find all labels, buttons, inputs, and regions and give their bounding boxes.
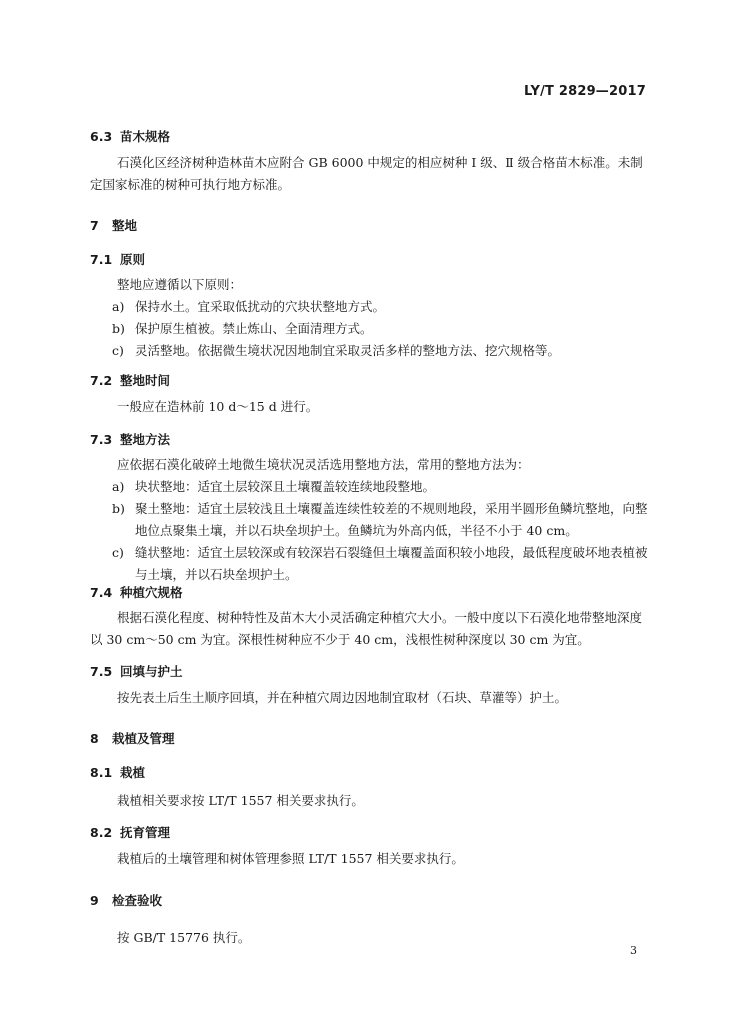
section-7-4-paragraph: 根据石漠化程度、树种特性及苗木大小灵活确定种植穴大小。一般中度以下石漠化地带整地深度以 30 cm～50 cm 为宜。深根性树种应不少于 40 cm，浅根性树种深度以 30 cm 为宜。 — [90, 610, 643, 647]
section-number: 7.3 — [90, 432, 113, 447]
section-title: 栽植及管理 — [112, 731, 175, 746]
section-7-5-heading — [90, 662, 183, 680]
section-number: 8.2 — [90, 825, 113, 840]
section-7-heading — [90, 216, 137, 234]
section-7-3-heading — [90, 430, 170, 448]
section-number: 8 — [90, 731, 99, 746]
section-number: 7.5 — [90, 664, 113, 679]
list-item-text: 保护原生植被。禁止炼山、全面清理方式。 — [135, 321, 373, 336]
list-item — [90, 476, 650, 498]
list-item-label: a) — [112, 479, 125, 494]
section-6-3-paragraph: 石漠化区经济树种造林苗木应附合 GB 6000 中规定的相应树种 Ⅰ 级、Ⅱ 级合格苗木标准。未制定国家标准的树种可执行地方标准。 — [90, 155, 643, 192]
section-8-1-paragraph: 栽植相关要求按 LT/T 1557 相关要求执行。 — [117, 793, 364, 808]
section-title: 整地时间 — [120, 373, 171, 388]
page-number: 3 — [630, 944, 637, 957]
section-title: 苗木规格 — [120, 129, 171, 144]
section-title: 种植穴规格 — [120, 585, 183, 600]
list-item-text: 聚土整地：适宜土层较浅且土壤覆盖连续性较差的不规则地段，采用半圆形鱼鳞坑整地，向整地位点聚集土壤，并以石块垒坝护土。鱼鳞坑为外高内低，半径不小于 40 cm。 — [135, 501, 648, 538]
section-7-4-heading — [90, 583, 183, 601]
section-7-3-intro: 应依据石漠化破碎土地微生境状况灵活选用整地方法，常用的整地方法为： — [117, 457, 530, 472]
section-7-1-intro: 整地应遵循以下原则： — [117, 277, 243, 292]
section-7-1-heading — [90, 250, 145, 268]
section-number: 7 — [90, 218, 99, 233]
section-number: 9 — [90, 893, 99, 908]
standard-code: LY/T 2829—2017 — [524, 84, 646, 99]
section-title: 回填与护土 — [120, 664, 183, 679]
section-title: 抚育管理 — [120, 825, 171, 840]
section-title: 整地 — [112, 218, 138, 233]
section-7-2-heading — [90, 371, 170, 389]
list-item — [90, 340, 650, 362]
list-item — [90, 498, 650, 542]
section-8-2-paragraph: 栽植后的土壤管理和树体管理参照 LT/T 1557 相关要求执行。 — [117, 851, 464, 866]
list-item-text: 缝状整地：适宜土层较深或有较深岩石裂缝但土壤覆盖面积较小地段，最低程度破坏地表植被与土壤，并以石块垒坝护土。 — [135, 545, 648, 582]
section-7-2-paragraph: 一般应在造林前 10 d～15 d 进行。 — [117, 399, 319, 414]
section-number: 7.2 — [90, 373, 113, 388]
list-item-text: 保持水土。宜采取低扰动的穴块状整地方式。 — [135, 299, 386, 314]
section-9-paragraph: 按 GB/T 15776 执行。 — [117, 930, 251, 945]
section-8-heading — [90, 729, 175, 747]
list-item-label: b) — [112, 321, 125, 336]
section-title: 原则 — [120, 252, 146, 267]
section-title: 检查验收 — [112, 893, 163, 908]
list-item — [90, 542, 650, 586]
section-title: 栽植 — [120, 765, 146, 780]
list-item-text: 块状整地：适宜土层较深且土壤覆盖较连续地段整地。 — [135, 479, 436, 494]
section-number: 7.1 — [90, 252, 113, 267]
section-9-heading — [90, 891, 162, 909]
section-number: 8.1 — [90, 765, 113, 780]
list-item-label: c) — [112, 545, 124, 560]
list-item — [90, 318, 650, 340]
section-6-3-heading — [90, 127, 170, 145]
list-item-text: 灵活整地。依据微生境状况因地制宜采取灵活多样的整地方法、挖穴规格等。 — [135, 343, 561, 358]
section-8-2-heading — [90, 823, 170, 841]
list-item-label: b) — [112, 501, 125, 516]
section-number: 7.4 — [90, 585, 113, 600]
section-8-1-heading — [90, 763, 145, 781]
section-7-5-paragraph: 按先表土后生土顺序回填，并在种植穴周边因地制宜取材（石块、草灌等）护土。 — [117, 690, 568, 705]
list-item-label: c) — [112, 343, 124, 358]
section-title: 整地方法 — [120, 432, 171, 447]
section-number: 6.3 — [90, 129, 113, 144]
list-item — [90, 296, 650, 318]
list-item-label: a) — [112, 299, 125, 314]
